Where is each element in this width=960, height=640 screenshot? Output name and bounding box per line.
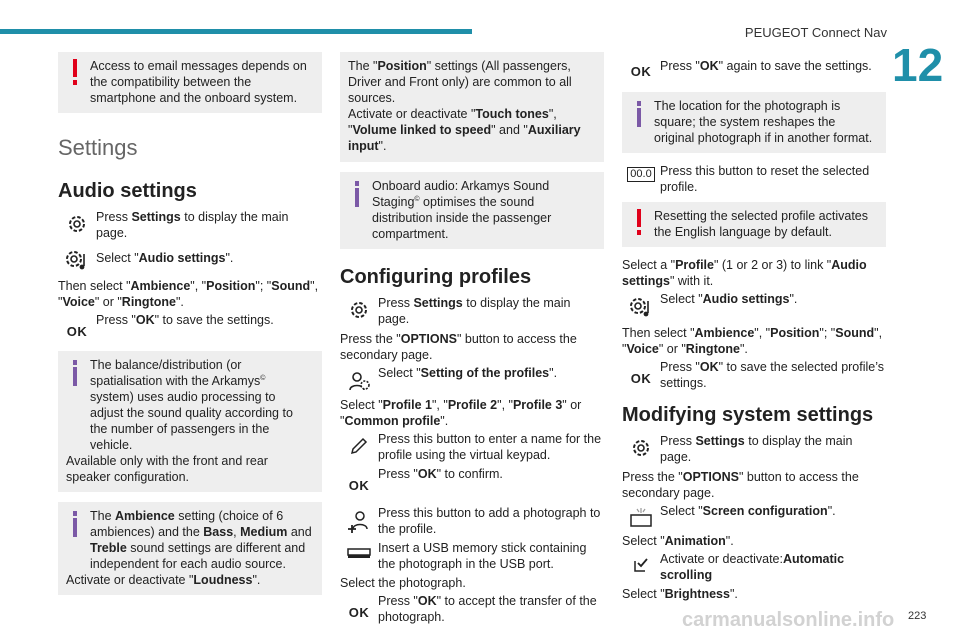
ok-button-icon: OK — [630, 64, 652, 79]
reset-button-icon: 00.0 — [622, 163, 660, 182]
info-box-arkamys: Onboard audio: Arkamys Sound Staging© optimises the sound distribution inside the passenger compartment. — [340, 172, 604, 249]
step-reset-profile: 00.0 Press this button to reset the selected profile. — [622, 163, 886, 195]
audio-settings-icon — [58, 244, 96, 272]
instruction-select-profile-link: Select a "Profile" (1 or 2 or 3) to link "Audio settings" with it. — [622, 258, 867, 288]
settings-gear-icon — [340, 295, 378, 321]
step-enter-name: Press this button to enter a name for the profile using the virtual keypad. — [340, 431, 604, 463]
info-icon — [70, 358, 80, 386]
screen-brightness-icon — [622, 503, 660, 529]
instruction-then-select: Then select "Ambience", "Position"; "Sound", "Voice" or "Ringtone". — [622, 326, 883, 356]
warning-icon — [634, 209, 644, 237]
info-icon — [634, 99, 644, 127]
step-screen-configuration: Select "Screen configuration". — [622, 503, 886, 529]
usb-stick-icon — [340, 540, 378, 560]
step-setting-profiles: Select "Setting of the profiles". — [340, 365, 604, 393]
info-icon — [352, 179, 362, 207]
info-icon — [70, 509, 80, 537]
step-automatic-scrolling: Activate or deactivate:Automatic scrolling — [622, 551, 886, 583]
checkbox-icon — [622, 551, 660, 573]
heading-audio-settings: Audio settings — [58, 180, 197, 202]
warning-box-reset: Resetting the selected profile activates the English language by default. — [622, 202, 886, 247]
step-confirm-ok: OK Press "OK" to confirm. — [348, 467, 503, 493]
section-title-settings: Settings — [58, 135, 138, 160]
audio-settings-icon — [622, 291, 660, 319]
warning-box-email — [58, 52, 322, 113]
instruction-select-photo: Select the photograph. — [340, 576, 466, 590]
step-select-audio-settings: Select "Audio settings". — [58, 244, 322, 272]
step-press-settings: Press Settings to display the main page. — [622, 433, 886, 465]
settings-gear-icon — [622, 433, 660, 459]
settings-gear-icon — [58, 209, 96, 235]
step-save-profile: OK Press "OK" to save the selected profile’s settings. — [630, 360, 885, 390]
ok-button-icon: OK — [348, 478, 370, 493]
info-box-ambience: The Ambience setting (choice of 6 ambiences) and the Bass, Medium and Treble sound settings are different and independent for each audio source. Activate or deactivate "Loudness". — [58, 502, 322, 595]
instruction-select-animation: Select "Animation". — [622, 534, 734, 548]
column-1 — [58, 52, 322, 605]
instruction-select-profile: Select "Profile 1", "Profile 2", "Profile 3" or "Common profile". — [340, 398, 582, 428]
watermark: carmanualsonline.info — [682, 609, 895, 631]
step-select-audio-settings: Select "Audio settings". — [622, 291, 886, 319]
ok-button-icon: OK — [348, 605, 370, 620]
step-insert-usb: Insert a USB memory stick containing the photograph in the USB port. — [340, 540, 604, 572]
instruction-options: Press the "OPTIONS" button to access the secondary page. — [340, 332, 577, 362]
step-press-settings: Press Settings to display the main page. — [58, 209, 322, 241]
column-3 — [622, 52, 886, 604]
manual-title: PEUGEOT Connect Nav — [744, 25, 887, 40]
info-box-balance: The balance/distribution (or spatialisation with the Arkamys© system) uses audio processing to adjust the sound quality according to the number of passengers in the vehicle. Available only with the front and rear speaker configuration. — [58, 351, 322, 492]
instruction-then-select: Then select "Ambience", "Position"; "Sound", "Voice" or "Ringtone". — [58, 279, 319, 309]
step-ok-again: OK Press "OK" again to save the settings. — [630, 59, 872, 79]
chapter-number: 12 — [892, 39, 944, 91]
page-number: 223 — [908, 610, 927, 622]
warning-icon — [70, 59, 80, 87]
instruction-select-brightness: Select "Brightness". — [622, 587, 738, 601]
step-press-ok: OK Press "OK" to save the settings. — [66, 313, 274, 339]
profile-settings-icon — [340, 365, 378, 393]
header-accent-bar — [0, 29, 472, 34]
add-photo-profile-icon — [340, 505, 378, 535]
instruction-options: Press the "OPTIONS" button to access the secondary page. — [622, 470, 859, 500]
ok-button-icon: OK — [66, 324, 88, 339]
step-accept-transfer: OK Press "OK" to accept the transfer of the photograph. — [348, 594, 597, 624]
step-press-settings: Press Settings to display the main page. — [340, 295, 604, 327]
heading-configuring-profiles: Configuring profiles — [340, 266, 532, 288]
heading-modifying-system-settings: Modifying system settings — [622, 404, 874, 426]
column-2 — [340, 52, 604, 628]
note-box-position: The "Position" settings (All passengers, Driver and Front only) are common to all sources. Activate or deactivate "Touch tones", "Volume linked to speed" and "Auxiliary input". — [340, 52, 604, 162]
info-box-photo: The location for the photograph is square; the system reshapes the original photograph if in another format. — [622, 92, 886, 153]
warning-text: Access to email messages depends on the compatibility between the smartphone and the onboard system. — [90, 59, 307, 105]
ok-button-icon: OK — [630, 371, 652, 386]
step-add-photo: Press this button to add a photograph to the profile. — [340, 505, 604, 537]
pencil-icon — [340, 431, 378, 457]
